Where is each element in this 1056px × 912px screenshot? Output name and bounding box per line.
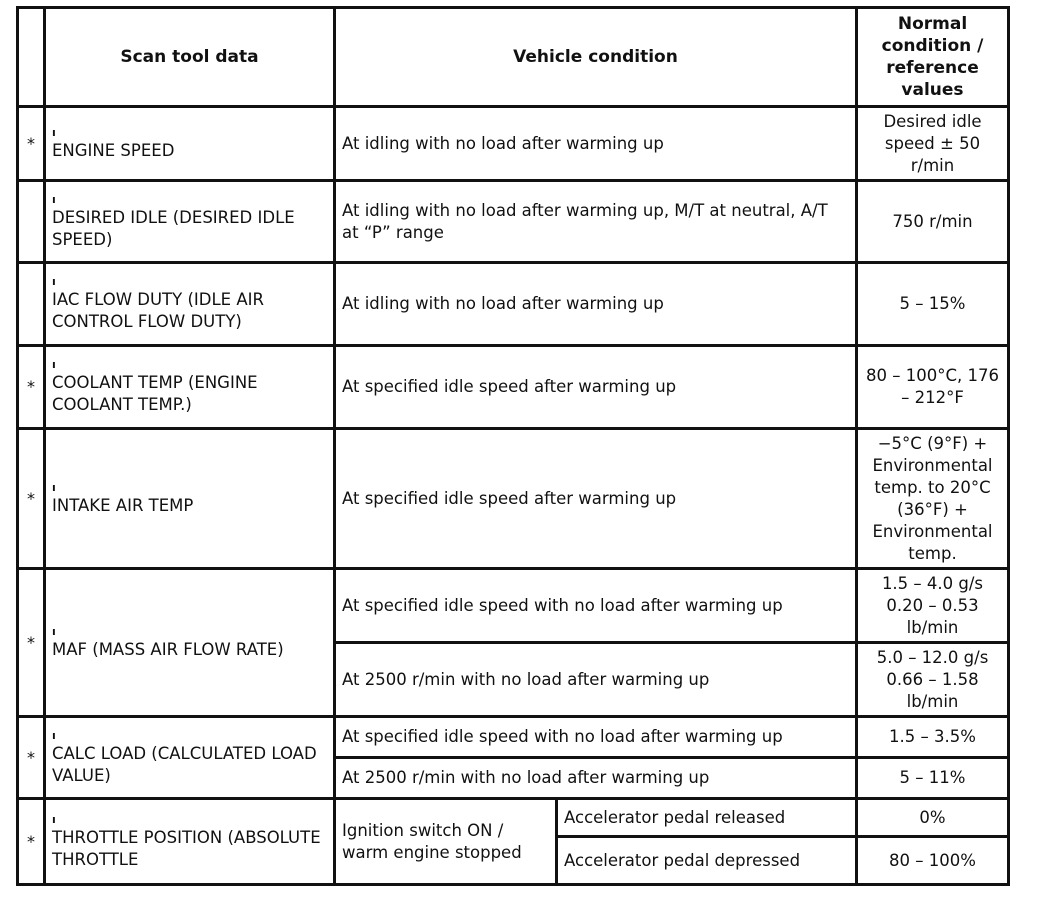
reference-value: 1.5 – 4.0 g/s 0.20 – 0.53 lb/min [857,569,1009,643]
scan-item-label: THROTTLE POSITION (ABSOLUTE THROTTLE [52,827,321,869]
table-row [18,263,1009,346]
reference-value: 1.5 – 3.5% [857,717,1009,758]
table-row [18,569,1009,643]
table-row [18,181,1009,263]
vehicle-condition: At 2500 r/min with no load after warming up [335,758,857,799]
asterisk-mark: * [18,107,45,181]
scan-item-label: COOLANT TEMP (ENGINE COOLANT TEMP.) [52,373,258,414]
scan-item-cell [45,263,335,346]
scan-item-cell [45,181,335,263]
table-row [18,107,1009,181]
scan-item-label: ENGINE SPEED [52,140,175,160]
scan-item-label: DESIRED IDLE (DESIRED IDLE SPEED) [52,207,295,249]
group-vehicle-condition: Ignition switch ON / warm engine stopped [335,799,557,885]
vehicle-condition: At specified idle speed with no load after warming up [335,717,857,758]
header-scan-tool-data: Scan tool data [45,8,335,107]
scan-tool-data-table [16,6,1010,886]
scan-item-label: IAC FLOW DUTY (IDLE AIR CONTROL FLOW DUTY) [52,290,264,331]
asterisk-mark: * [18,717,45,799]
tick-mark: ı [52,192,56,206]
header-vehicle-condition: Vehicle condition [335,8,857,107]
vehicle-condition: At idling with no load after warming up [335,107,857,181]
scan-item-cell [45,346,335,429]
vehicle-condition: At specified idle speed after warming up [335,429,857,569]
table-row [18,346,1009,429]
vehicle-condition: At specified idle speed after warming up [335,346,857,429]
header-mark-cell [18,8,45,107]
reference-value: 80 – 100°C, 176 – 212°F [857,346,1009,429]
scan-item-label: INTAKE AIR TEMP [52,495,194,515]
reference-value: 5 – 15% [857,263,1009,346]
vehicle-condition: At idling with no load after warming up, M/T at neutral, A/T at “P” range [335,181,857,263]
asterisk-mark [18,263,45,346]
tick-mark: ı [52,480,56,494]
reference-value: 0% [857,799,1009,837]
asterisk-mark: * [18,799,45,885]
asterisk-mark [18,181,45,263]
table-row [18,429,1009,569]
vehicle-condition: At specified idle speed with no load after warming up [335,569,857,643]
vehicle-condition: Accelerator pedal released [557,799,857,837]
table-row [18,717,1009,758]
asterisk-mark: * [18,569,45,717]
vehicle-condition: Accelerator pedal depressed [557,837,857,885]
vehicle-condition: At 2500 r/min with no load after warming up [335,643,857,717]
tick-mark: ı [52,728,56,742]
header-reference-values: Normal condition / reference values [857,8,1009,107]
reference-value: 5 – 11% [857,758,1009,799]
tick-mark: ı [52,624,56,638]
scan-item-cell [45,717,335,799]
tick-mark: ı [52,275,56,288]
reference-value: 80 – 100% [857,837,1009,885]
tick-mark: ı [52,812,56,826]
reference-value: −5°C (9°F) + Environmental temp. to 20°C (36°F) + Environmental temp. [857,429,1009,569]
asterisk-mark: * [18,346,45,429]
tick-mark: ı [52,125,56,139]
table-header-row [18,8,1009,107]
scan-item-cell [45,429,335,569]
scan-item-cell [45,799,335,885]
vehicle-condition: At idling with no load after warming up [335,263,857,346]
scan-item-label: MAF (MASS AIR FLOW RATE) [52,639,284,659]
tick-mark: ı [52,358,56,371]
reference-value: 750 r/min [857,181,1009,263]
scan-item-cell [45,569,335,717]
scan-item-cell [45,107,335,181]
asterisk-mark: * [18,429,45,569]
reference-value: 5.0 – 12.0 g/s 0.66 – 1.58 lb/min [857,643,1009,717]
scan-item-label: CALC LOAD (CALCULATED LOAD VALUE) [52,743,317,785]
spec-table-page [16,6,1010,886]
table-row [18,799,1009,837]
reference-value: Desired idle speed ± 50 r/min [857,107,1009,181]
